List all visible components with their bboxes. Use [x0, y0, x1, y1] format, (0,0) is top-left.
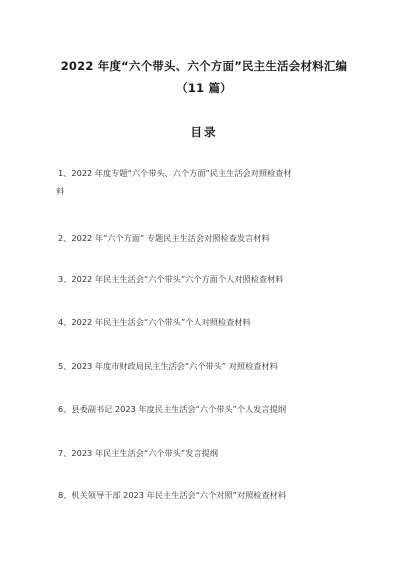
toc-heading: 目录 — [190, 125, 218, 139]
toc-item-text: 3、2022 年民主生活会“六个带头”六个方面个人对照检查材料 — [58, 274, 284, 284]
toc-item-text: 4、2022 年民主生活会“六个带头”个人对照检查材料 — [58, 317, 251, 327]
toc-item-text: 1、2022 年度专题“六个带头、六个方面”民主生活会对照检查材 — [58, 168, 292, 178]
toc-item-text: 5、2023 年度市财政局民主生活会“六个带头” 对照检查材料 — [58, 361, 278, 371]
toc-item[interactable] — [58, 400, 358, 418]
toc-item-continuation: 料 — [56, 186, 65, 196]
toc-item[interactable] — [58, 229, 358, 247]
toc-item[interactable] — [58, 444, 358, 462]
toc-item-text: 6、县委副书记 2023 年度民主生活会“六个带头”个人发言提纲 — [58, 404, 287, 414]
toc-item[interactable] — [58, 486, 358, 504]
document-subtitle: （11 篇） — [176, 81, 232, 95]
toc-item-text: 7、2023 年民主生活会“六个带头”发言提纲 — [58, 448, 218, 458]
toc-item[interactable] — [58, 357, 358, 375]
document-title: 2022 年度“六个带头、六个方面”民主生活会材料汇编 — [60, 59, 348, 73]
toc-item[interactable] — [58, 164, 358, 200]
toc-item[interactable] — [58, 270, 358, 288]
toc-item-text: 8、机关领导干部 2023 年民主生活会“六个对照”对照检查材料 — [58, 490, 287, 500]
toc-item-text: 2、2022 年“六个方面” 专题民主生活会对照检查发言材料 — [58, 233, 270, 243]
toc-item[interactable] — [58, 313, 358, 331]
